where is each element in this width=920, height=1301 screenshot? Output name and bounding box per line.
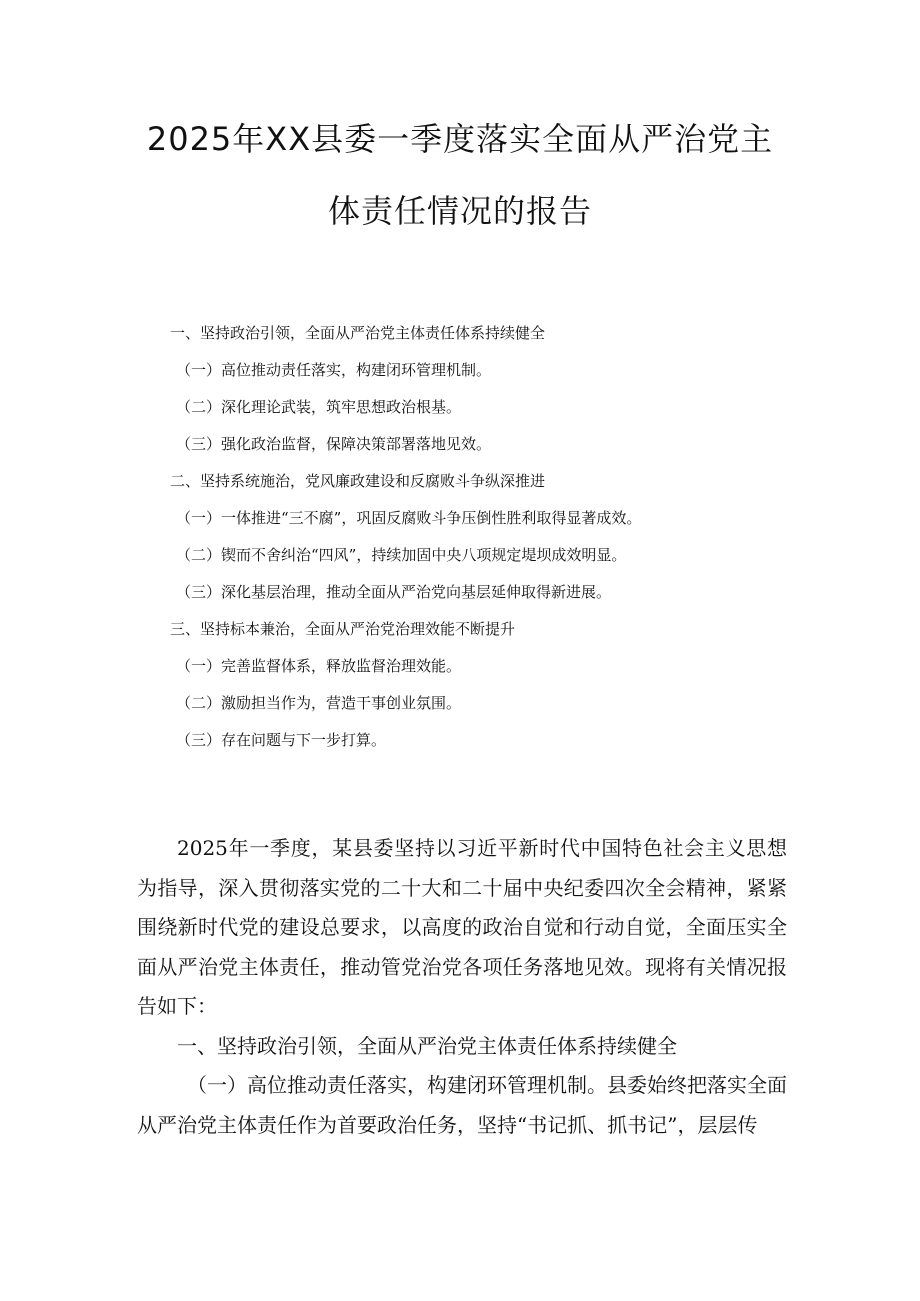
toc-item: （二）锲而不舍纠治“四风”，持续加固中央八项规定堤坝成效明显。 bbox=[176, 546, 627, 564]
section-1-subsection-1: （一）高位推动责任落实，构建闭环管理机制。县委始终把落实全面从严治党主体责任作为首要政治任务，坚持“书记抓、抓书记”，层层传 bbox=[137, 1073, 787, 1137]
toc-item: （一）高位推动责任落实，构建闭环管理机制。 bbox=[176, 361, 492, 379]
toc-item: （一）一体推进“三不腐”，巩固反腐败斗争压倒性胜利取得显著成效。 bbox=[176, 509, 642, 527]
table-of-contents bbox=[170, 318, 810, 762]
toc-item: （二）深化理论武装，筑牢思想政治根基。 bbox=[176, 398, 462, 416]
toc-heading-3: 三、坚持标本兼治，全面从严治党治理效能不断提升 bbox=[170, 620, 516, 638]
toc-item: （二）激励担当作为，营造干事创业氛围。 bbox=[176, 694, 462, 712]
document-title-line-2: 体责任情况的报告 bbox=[327, 192, 592, 230]
toc-item: （三）强化政治监督，保障决策部署落地见效。 bbox=[176, 435, 492, 453]
toc-item: （三）深化基层治理，推动全面从严治党向基层延伸取得新进展。 bbox=[176, 583, 612, 601]
toc-item: （一）完善监督体系，释放监督治理效能。 bbox=[176, 657, 462, 675]
document-title-line-1: 2025年XX县委一季度落实全面从严治党主 bbox=[146, 120, 774, 158]
toc-item: （三）存在问题与下一步打算。 bbox=[176, 731, 387, 749]
intro-paragraph: 2025年一季度，某县委坚持以习近平新时代中国特色社会主义思想为指导，深入贯彻落实党的二十大和二十届中央纪委四次全会精神，紧紧围绕新时代党的建设总要求，以高度的政治自觉和行动自觉，全面压实全面从严治党主体责任，推动管党治党各项任务落地见效。现将有关情况报告如下： bbox=[137, 836, 787, 1018]
report-body bbox=[137, 829, 787, 1145]
toc-heading-1: 一、坚持政治引领，全面从严治党主体责任体系持续健全 bbox=[170, 324, 546, 342]
section-1-heading: 一、坚持政治引领，全面从严治党主体责任体系持续健全 bbox=[177, 1033, 677, 1058]
toc-heading-2: 二、坚持系统施治，党风廉政建设和反腐败斗争纵深推进 bbox=[170, 472, 546, 490]
